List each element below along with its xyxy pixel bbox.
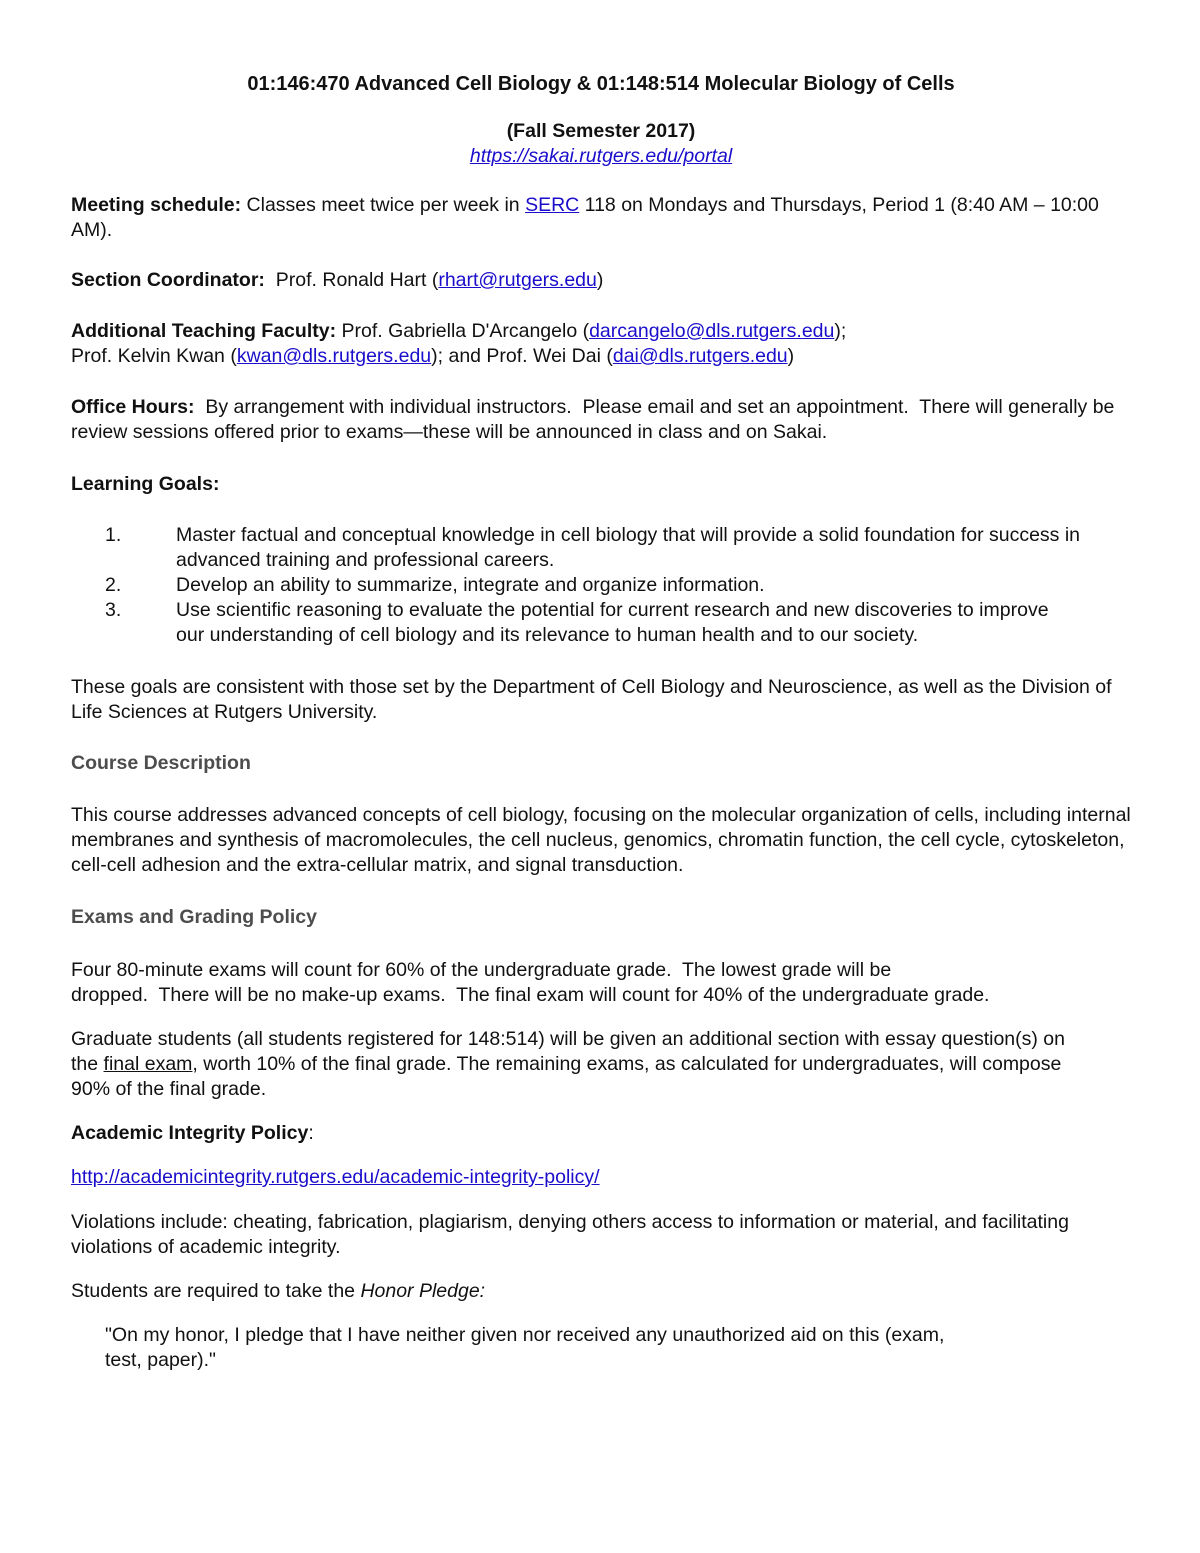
syllabus-page <box>71 60 1131 1373</box>
coordinator-label: Section Coordinator: <box>71 269 265 291</box>
goal-text: Use scientific reasoning to evaluate the potential for current research and new discoveries to improve our understanding of cell biology and its relevance to human health and to our society. <box>176 599 1049 646</box>
kwan-email-link[interactable]: kwan@dls.rutgers.edu <box>236 345 432 367</box>
faculty-text-2: ); <box>834 320 847 342</box>
list-item <box>71 598 1131 648</box>
learning-goals-list <box>71 523 1131 648</box>
meeting-text: Classes meet twice per week in <box>241 194 526 216</box>
honor-pledge-intro <box>71 1279 1131 1304</box>
meeting-label: Meeting schedule: <box>71 194 242 216</box>
additional-faculty <box>71 319 1131 369</box>
grading-line-1: Four 80-minute exams will count for 60% of the undergraduate grade. The lowest grade will be <box>71 959 892 981</box>
darcangelo-email-link[interactable]: darcangelo@dls.rutgers.edu <box>589 320 835 342</box>
faculty-label: Additional Teaching Faculty: <box>71 320 337 342</box>
course-title: 01:146:470 Advanced Cell Biology & 01:148:514 Molecular Biology of Cells <box>247 73 955 95</box>
grading-undergrad <box>71 958 1131 1008</box>
grading-heading: Exams and Grading Policy <box>71 906 317 928</box>
coordinator-name: Prof. Ronald Hart ( <box>264 269 439 291</box>
honor-pledge-quote: "On my honor, I pledge that I have neither given nor received any unauthorized aid on this (exam, test, paper)." <box>105 1324 945 1371</box>
dai-email-link[interactable]: dai@dls.rutgers.edu <box>612 345 788 367</box>
coordinator-close: ) <box>596 269 604 291</box>
final-exam-text: final exam <box>103 1053 193 1075</box>
goals-consistency: These goals are consistent with those set by the Department of Cell Biology and Neuroscience, as well as the Division of Life Sciences at Rutgers University. <box>71 676 1112 723</box>
serc-link[interactable]: SERC <box>525 194 580 216</box>
list-item <box>71 523 1131 573</box>
integrity-heading: Academic Integrity Policy <box>71 1122 309 1144</box>
goal-number: 2. <box>105 574 122 596</box>
goal-text: Develop an ability to summarize, integrate and organize information. <box>176 574 765 596</box>
faculty-text-5: ) <box>787 345 795 367</box>
goal-text: Master factual and conceptual knowledge in cell biology that will provide a solid foundation for success in advanced training and professional careers. <box>176 524 1081 571</box>
faculty-text-4: ); and Prof. Wei Dai ( <box>431 345 613 367</box>
office-hours-label: Office Hours: <box>71 396 195 418</box>
coordinator-email-link[interactable]: rhart@rutgers.edu <box>438 269 597 291</box>
goal-number: 3. <box>105 599 122 621</box>
course-description-heading: Course Description <box>71 752 251 774</box>
learning-goals-heading: Learning Goals: <box>71 473 220 495</box>
integrity-link-line <box>71 1165 1131 1190</box>
honor-pledge-name: Honor Pledge: <box>360 1280 486 1302</box>
section-coordinator <box>71 268 1131 293</box>
meeting-time: 118 on Mondays and Thursdays, Period 1 (8:40 AM – 10:00 AM). <box>71 194 1099 241</box>
integrity-colon: : <box>308 1122 314 1144</box>
office-hours-text: By arrangement with individual instructors. Please email and set an appointment. There will generally be review sessions offered prior to exams—these will be announced in class and on Sakai. <box>71 396 1120 443</box>
list-item <box>71 573 1131 598</box>
integrity-violations: Violations include: cheating, fabrication, plagiarism, denying others access to information or material, and facilitating violations of academic integrity. <box>71 1211 1069 1258</box>
course-description-text: This course addresses advanced concepts of cell biology, focusing on the molecular organization of cells, including internal membranes and synthesis of macromolecules, the cell nucleus, genomics, chromatin function, the cell cycle, cytoskeleton, cell-cell adhesion and the extra-cellular matrix, and signal transduction. <box>71 804 1131 876</box>
pledge-intro-text: Students are required to take the <box>71 1280 361 1302</box>
integrity-heading-line <box>71 1121 1131 1146</box>
grading-graduate <box>71 1027 1131 1102</box>
grading-line-2: dropped. There will be no make-up exams. The final exam will count for 40% of the undergraduate grade. <box>71 984 990 1006</box>
goal-number: 1. <box>105 524 122 546</box>
integrity-policy-link[interactable]: http://academicintegrity.rutgers.edu/academic-integrity-policy/ <box>71 1166 600 1188</box>
grading-grad-text-2: , worth 10% of the final grade. The remaining exams, as calculated for undergraduates, will compose 90% of the final grade. <box>71 1053 1062 1100</box>
semester: (Fall Semester 2017) <box>506 120 696 142</box>
faculty-text-3: Prof. Kelvin Kwan ( <box>71 345 237 367</box>
meeting-schedule <box>71 193 1131 243</box>
portal-link[interactable]: https://sakai.rutgers.edu/portal <box>469 145 733 167</box>
grading-grad-text: Graduate students (all students registered for 148:514) will be given an additional section with essay question(s) on the <box>71 1028 1065 1075</box>
faculty-text-1: Prof. Gabriella D'Arcangelo ( <box>336 320 590 342</box>
office-hours <box>71 395 1131 445</box>
